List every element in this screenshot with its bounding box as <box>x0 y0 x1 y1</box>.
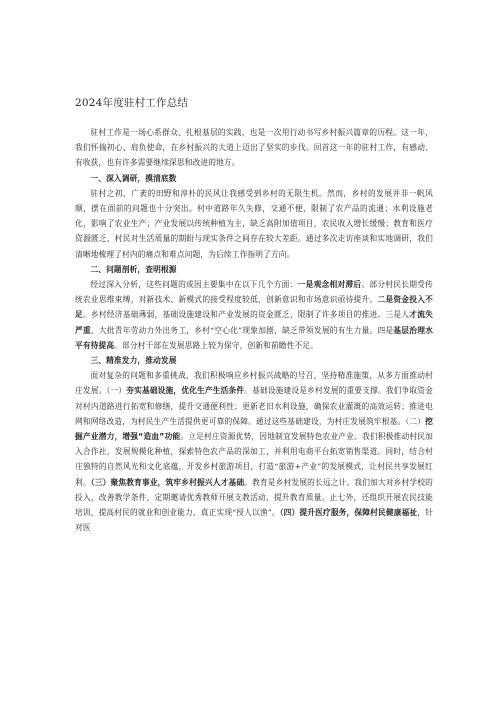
section-3-bold-2: 挖掘产业潜力，增强“造血”功能 <box>75 416 433 442</box>
section-2-bold-3: 才流失严重 <box>75 310 434 335</box>
section-2-text-4: 。部分村干部在发展思路上较为保守，创新和前瞻性不足。 <box>114 340 318 350</box>
section-2-text-3: ，大批青年劳动力外出务工，乡村“空心化”现象加剧，缺乏带领发展的有生力量。四是 <box>90 325 394 335</box>
section-2-text-1: 。部分村民长期受传统农业思维束缚，对新技术、新模式的接受程度较低，创新意识和市场意识亟待提升。 <box>75 280 433 305</box>
document-title: 2024年度驻村工作总结 <box>75 97 189 109</box>
section-2-bold-4: 基层治理水平有待提高 <box>75 325 433 350</box>
section-2-bold-1: 一是观念相对滞后 <box>297 280 362 290</box>
section-3-heading: 三、精准发力，推动发展 <box>90 356 177 366</box>
section-3-text-1: 。基础设施建设是乡村发展的重要支撑。我们争取资金对村内道路进行拓宽和修缮，提升交通便利性；更新老旧水利设施，确保农业灌溉的高效运转；推进电网和网络改造，为村民生产生活提供更可靠的保障。通过这些基础建设，为村庄发展筑牢根基。（二） <box>75 386 433 426</box>
section-1-heading: 一、深入调研，摸清底数 <box>90 173 177 183</box>
section-2-bold-2: 二是资金投入不足 <box>75 295 433 320</box>
section-3-text-start: 面对复杂的问题和多重挑战，我们积极响应乡村振兴战略的号召，坚持精准施策，从多方面推动村庄发展。（一） <box>75 371 433 396</box>
section-2-paragraph <box>75 277 433 353</box>
section-2-heading: 二、问题剖析，查明根源 <box>90 264 177 274</box>
section-3-bold-4: （四）提升医疗服务，保障村民健康福祉 <box>279 508 418 518</box>
section-1-paragraph: 驻村之初，广袤的田野和淳朴的民风让我感受到乡村的无限生机。然而，乡村的发展并非一帆风顺，摆在面前的问题也十分突出。村中道路年久失修，交通不便，限制了农产品的流通；水利设施老化，影响了农业生产；产业发展以传统种植为主，缺乏高附加值项目，农民收入增长缓慢；教育和医疗资源匮乏，村民对生活质量的期盼与现实条件之间存在较大差距。通过多次走访座谈和实地调研，我们清晰地梳理了村内的痛点和难点问题，为后续工作指明了方向。 <box>75 188 433 259</box>
section-3-bold-3: （三）聚焦教育事业，筑牢乡村振兴人才基础 <box>90 477 245 487</box>
section-3-text-2: 。立足村庄资源优势，因地制宜发展特色农业产业。我们积极推动村民加入合作社，发展规模化种植，探索特色农产品的深加工，并利用电商平台拓宽销售渠道。同时，结合村庄独特的自然风光和文化底蕴，开发乡村旅游项目，打造“旅游+产业”的发展模式，让村民共享发展红利。 <box>75 432 433 487</box>
section-3-bold-1: 夯实基础设施，优化生产生活条件 <box>126 386 245 396</box>
section-3-paragraph <box>75 368 433 535</box>
document-body <box>75 125 433 535</box>
section-3-text-4: ，针对医 <box>75 508 433 533</box>
section-3-text-3: 。教育是乡村发展的长远之计。我们加大对乡村学校的投入，改善教学条件，定期邀请优秀教师开展支教活动，提升教育质量。止七外，还组织开展农民技能培训，提高村民的就业和创业能力，真正实现“授人以渔”。 <box>75 477 433 518</box>
intro-paragraph: 驻村工作是一场心系群众、扎根基层的实践，也是一次用行动书写乡村振兴篇章的历程。这一年，我们怀揣初心、肩负使命，在乡村振兴的大道上迈出了坚实的步伐。回首这一年的驻村工作，有感动、有收获，也有许多需要继续深思和改进的地方。 <box>75 128 433 168</box>
section-2-text-2: 。乡村经济基础薄弱，基础设施建设和产业发展的资金匮乏，限制了许多项目的推进。三是人 <box>82 310 410 320</box>
section-2-text-start: 经过深入分析，这些问题的成因主要集中在以下几个方面： <box>90 280 298 290</box>
